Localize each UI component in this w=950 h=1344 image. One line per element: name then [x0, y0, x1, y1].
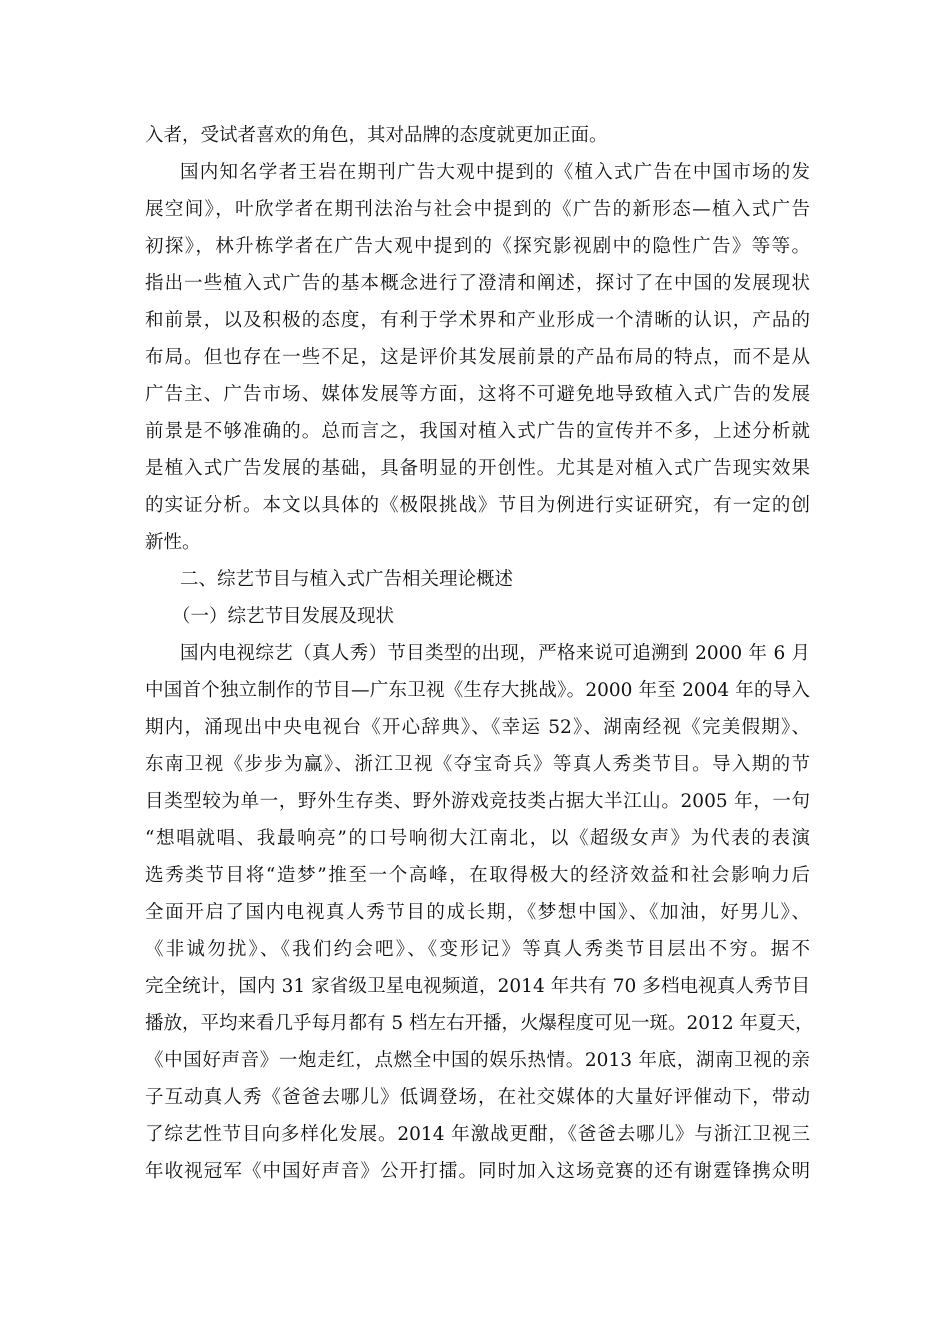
text-line: 完全统计，国内 31 家省级卫星电视频道，2014 年共有 70 多档电视真人秀节目 [145, 976, 810, 997]
text-line: 初探》，林升栋学者在广告大观中提到的《探究影视剧中的隐性广告》等等。 [145, 236, 810, 257]
text-line: 布局。但也存在一些不足，这是评价其发展前景的产品布局的特点，而不是从 [145, 347, 810, 368]
text-line: 了综艺性节目向多样化发展。2014 年激战更酣，《爸爸去哪儿》与浙江卫视三 [145, 1124, 810, 1145]
text-line: 的实证分析。本文以具体的《极限挑战》节目为例进行实证研究，有一定的创 [145, 495, 810, 516]
text-line: 国内电视综艺（真人秀）节目类型的出现，严格来说可追溯到 2000 年 6 月 [180, 643, 810, 664]
text-line: 新性。 [145, 532, 201, 553]
text-line: 国内知名学者王岩在期刊广告大观中提到的《植入式广告在中国市场的发 [180, 162, 810, 183]
text-line: 中国首个独立制作的节目—广东卫视《生存大挑战》。2000 年至 2004 年的导入 [145, 680, 810, 701]
text-line: 东南卫视《步步为赢》、浙江卫视《夺宝奇兵》等真人秀类节目。导入期的节 [145, 754, 810, 775]
text-line: 和前景，以及积极的态度，有利于学术界和产业形成一个清晰的认识，产品的 [145, 310, 810, 331]
text-line: 前景是不够准确的。总而言之，我国对植入式广告的宣传并不多，上述分析就 [145, 421, 810, 442]
text-line: 期内，涌现出中央电视台《开心辞典》、《幸运 52》、湖南经视《完美假期》、 [145, 717, 810, 738]
text-line: 入者，受试者喜欢的角色，其对品牌的态度就更加正面。 [145, 125, 608, 146]
text-line: 是植入式广告发展的基础，具备明显的开创性。尤其是对植入式广告现实效果 [145, 458, 810, 479]
text-line: 子互动真人秀《爸爸去哪儿》低调登场，在社交媒体的大量好评催动下，带动 [145, 1087, 810, 1108]
section-heading: 二、综艺节目与植入式广告相关理论概述 [180, 569, 514, 590]
subsection-heading: （一）综艺节目发展及现状 [172, 606, 395, 627]
text-line: 展空间》，叶欣学者在期刊法治与社会中提到的《广告的新形态—植入式广告 [145, 199, 810, 220]
text-line: 《中国好声音》一炮走红，点燃全中国的娱乐热情。2013 年底，湖南卫视的亲 [145, 1050, 810, 1071]
text-line: 指出一些植入式广告的基本概念进行了澄清和阐述，探讨了在中国的发展现状 [145, 273, 810, 294]
text-line: 年收视冠军《中国好声音》公开打擂。同时加入这场竞赛的还有谢霆锋携众明 [145, 1161, 810, 1182]
text-line: 播放，平均来看几乎每月都有 5 档左右开播，火爆程度可见一斑。2012 年夏天， [145, 1013, 814, 1034]
text-line: 选秀类节目将“造梦”推至一个高峰，在取得极大的经济效益和社会影响力后 [145, 865, 810, 886]
text-line: 广告主、广告市场、媒体发展等方面，这将不可避免地导致植入式广告的发展 [145, 384, 810, 405]
text-line: “想唱就唱、我最响亮”的口号响彻大江南北，以《超级女声》为代表的表演 [145, 828, 810, 849]
text-line: 目类型较为单一，野外生存类、野外游戏竞技类占据大半江山。2005 年，一句 [145, 791, 810, 812]
text-line: 《非诚勿扰》、《我们约会吧》、《变形记》等真人秀类节目层出不穷。据不 [145, 939, 810, 960]
text-line: 全面开启了国内电视真人秀节目的成长期，《梦想中国》、《加油，好男儿》、 [145, 902, 810, 923]
